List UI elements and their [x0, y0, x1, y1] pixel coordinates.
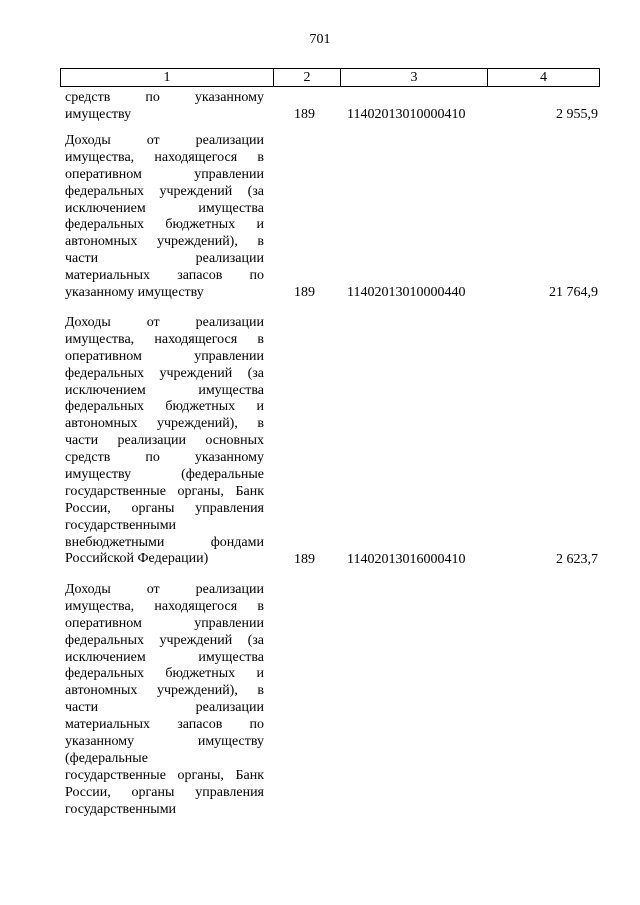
row-kbk: 11402013010000440 — [347, 285, 466, 301]
description-line: части реализации — [65, 251, 264, 267]
description-line: Доходы от реализации — [65, 133, 264, 148]
description-line: внебюджетными фондами — [65, 534, 264, 550]
column-header-4: 4 — [488, 69, 600, 87]
page-number: 701 — [309, 32, 331, 47]
row-description — [65, 315, 264, 568]
description-line: материальных запасов по — [65, 717, 264, 733]
description-line: исключением имущества — [65, 200, 264, 216]
row-code: 189 — [294, 106, 315, 122]
row-amount: 2 623,7 — [556, 551, 598, 567]
row-amount: 21 764,9 — [549, 285, 598, 301]
column-header-3: 3 — [341, 69, 488, 87]
description-line: указанному имуществу — [65, 734, 264, 750]
column-header-1: 1 — [61, 69, 274, 87]
row-kbk: 11402013010000410 — [347, 106, 466, 122]
description-line: средств по указанному — [65, 90, 264, 105]
row-code: 189 — [294, 551, 315, 567]
description-line: автономных учреждений), в — [65, 683, 264, 699]
description-line: указанному имуществу — [65, 285, 204, 301]
description-line: оперативном управлении — [65, 166, 264, 182]
description-line: федеральных бюджетных и — [65, 666, 264, 682]
description-line: автономных учреждений), в — [65, 234, 264, 250]
description-line: имуществу (федеральные — [65, 467, 264, 483]
description-line: средств по указанному — [65, 450, 264, 466]
description-line: федеральных бюджетных и — [65, 217, 264, 233]
description-line: оперативном управлении — [65, 615, 264, 631]
row-description — [65, 133, 264, 302]
row-amount: 2 955,9 — [556, 106, 598, 122]
description-line: России, органы управления — [65, 784, 264, 800]
description-line: Российской Федерации) — [65, 551, 209, 567]
description-line: Доходы от реализации — [65, 315, 264, 330]
description-line: федеральных учреждений (за — [65, 632, 264, 648]
row-description — [65, 90, 264, 124]
row-kbk: 11402013016000410 — [347, 551, 466, 567]
description-line: части реализации — [65, 700, 264, 716]
column-header-table — [60, 68, 600, 87]
description-line: федеральных учреждений (за — [65, 183, 264, 199]
description-line: государственные органы, Банк — [65, 483, 264, 499]
description-line: части реализации основных — [65, 433, 264, 449]
description-line: федеральных бюджетных и — [65, 399, 264, 415]
row-description — [65, 582, 264, 818]
description-line: имущества, находящегося в — [65, 149, 264, 165]
description-line: материальных запасов по — [65, 268, 264, 284]
description-line: имуществу — [65, 106, 132, 122]
description-line: России, органы управления — [65, 500, 264, 516]
description-line: Доходы от реализации — [65, 582, 264, 597]
row-code: 189 — [294, 285, 315, 301]
column-header-2: 2 — [274, 69, 341, 87]
description-line: (федеральные — [65, 750, 148, 766]
description-line: исключением имущества — [65, 382, 264, 398]
description-line: государственными — [65, 801, 177, 817]
description-line: имущества, находящегося в — [65, 331, 264, 347]
description-line: федеральных учреждений (за — [65, 365, 264, 381]
description-line: исключением имущества — [65, 649, 264, 665]
description-line: имущества, находящегося в — [65, 598, 264, 614]
description-line: оперативном управлении — [65, 348, 264, 364]
description-line: государственные органы, Банк — [65, 767, 264, 783]
description-line: государственными — [65, 517, 177, 533]
column-header-row — [61, 69, 600, 87]
description-line: автономных учреждений), в — [65, 416, 264, 432]
